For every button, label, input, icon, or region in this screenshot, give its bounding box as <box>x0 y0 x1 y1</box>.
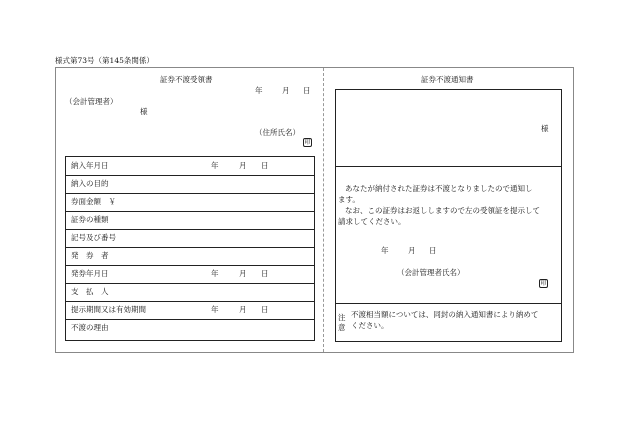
notice-note-label: 意 <box>338 323 346 332</box>
table-row <box>66 193 314 212</box>
notice-note-label: 注 <box>338 313 346 322</box>
notice-date-year: 年 <box>381 246 389 255</box>
table-row <box>66 211 314 230</box>
row-year: 年 <box>211 269 219 278</box>
table-row <box>66 265 314 284</box>
table-row <box>66 283 314 302</box>
notice-divider <box>335 166 562 167</box>
notice-note-line: ください。 <box>351 321 389 330</box>
row-label: 発券年月日 <box>71 269 109 278</box>
notice-date-month: 月 <box>408 246 416 255</box>
row-day: 日 <box>261 269 269 278</box>
notice-message-line: ます。 <box>338 195 360 204</box>
notice-signer: （会計管理者氏名） <box>397 268 465 277</box>
row-label: 券面金額 ￥ <box>71 197 116 206</box>
row-label: 発 券 者 <box>71 251 109 260</box>
notice-seal-mark: 印 <box>540 280 547 287</box>
row-month: 月 <box>239 161 247 170</box>
row-day: 日 <box>261 305 269 314</box>
receipt-title: 証券不渡受領書 <box>160 75 213 84</box>
row-label: 記号及び番号 <box>71 233 116 242</box>
row-label: 納入の目的 <box>71 179 109 188</box>
notice-divider <box>335 303 562 304</box>
row-label: 不渡の理由 <box>71 323 109 332</box>
receipt-seal-mark: 印 <box>304 139 311 146</box>
notice-message-line: なお、この証券はお返ししますので左の受領証を提示して <box>345 206 540 215</box>
table-row <box>66 319 314 340</box>
receipt-addressee-sama: 様 <box>140 107 148 116</box>
receipt-address-name: （住所氏名） <box>255 128 300 137</box>
notice-note-line: 不渡相当額については、同封の納入通知書により納めて <box>351 310 539 319</box>
receipt-addressee: （会計管理者） <box>65 97 118 106</box>
row-year: 年 <box>211 161 219 170</box>
notice-date-day: 日 <box>429 246 437 255</box>
row-label: 支 払 人 <box>71 287 109 296</box>
table-row <box>66 157 314 176</box>
row-month: 月 <box>239 305 247 314</box>
notice-message-line: あなたが納付された証券は不渡となりましたので通知し <box>345 184 533 193</box>
receipt-date-day: 日 <box>303 86 311 95</box>
notice-message-line: 請求してください。 <box>338 217 406 226</box>
row-label: 提示期間又は有効期間 <box>71 305 146 314</box>
row-day: 日 <box>261 161 269 170</box>
table-row <box>66 229 314 248</box>
notice-addressee-sama: 様 <box>541 124 549 133</box>
receipt-date-month: 月 <box>282 86 290 95</box>
receipt-details-table <box>65 156 315 341</box>
row-label: 納入年月日 <box>71 161 109 170</box>
table-row <box>66 175 314 194</box>
table-row <box>66 301 314 320</box>
perforation-line <box>323 68 324 352</box>
row-label: 証券の種類 <box>71 215 109 224</box>
table-row <box>66 247 314 266</box>
form-id: 様式第73号（第145条関係） <box>55 56 154 65</box>
notice-title: 証券不渡通知書 <box>421 75 474 84</box>
row-year: 年 <box>211 305 219 314</box>
receipt-date-year: 年 <box>255 86 263 95</box>
row-month: 月 <box>239 269 247 278</box>
